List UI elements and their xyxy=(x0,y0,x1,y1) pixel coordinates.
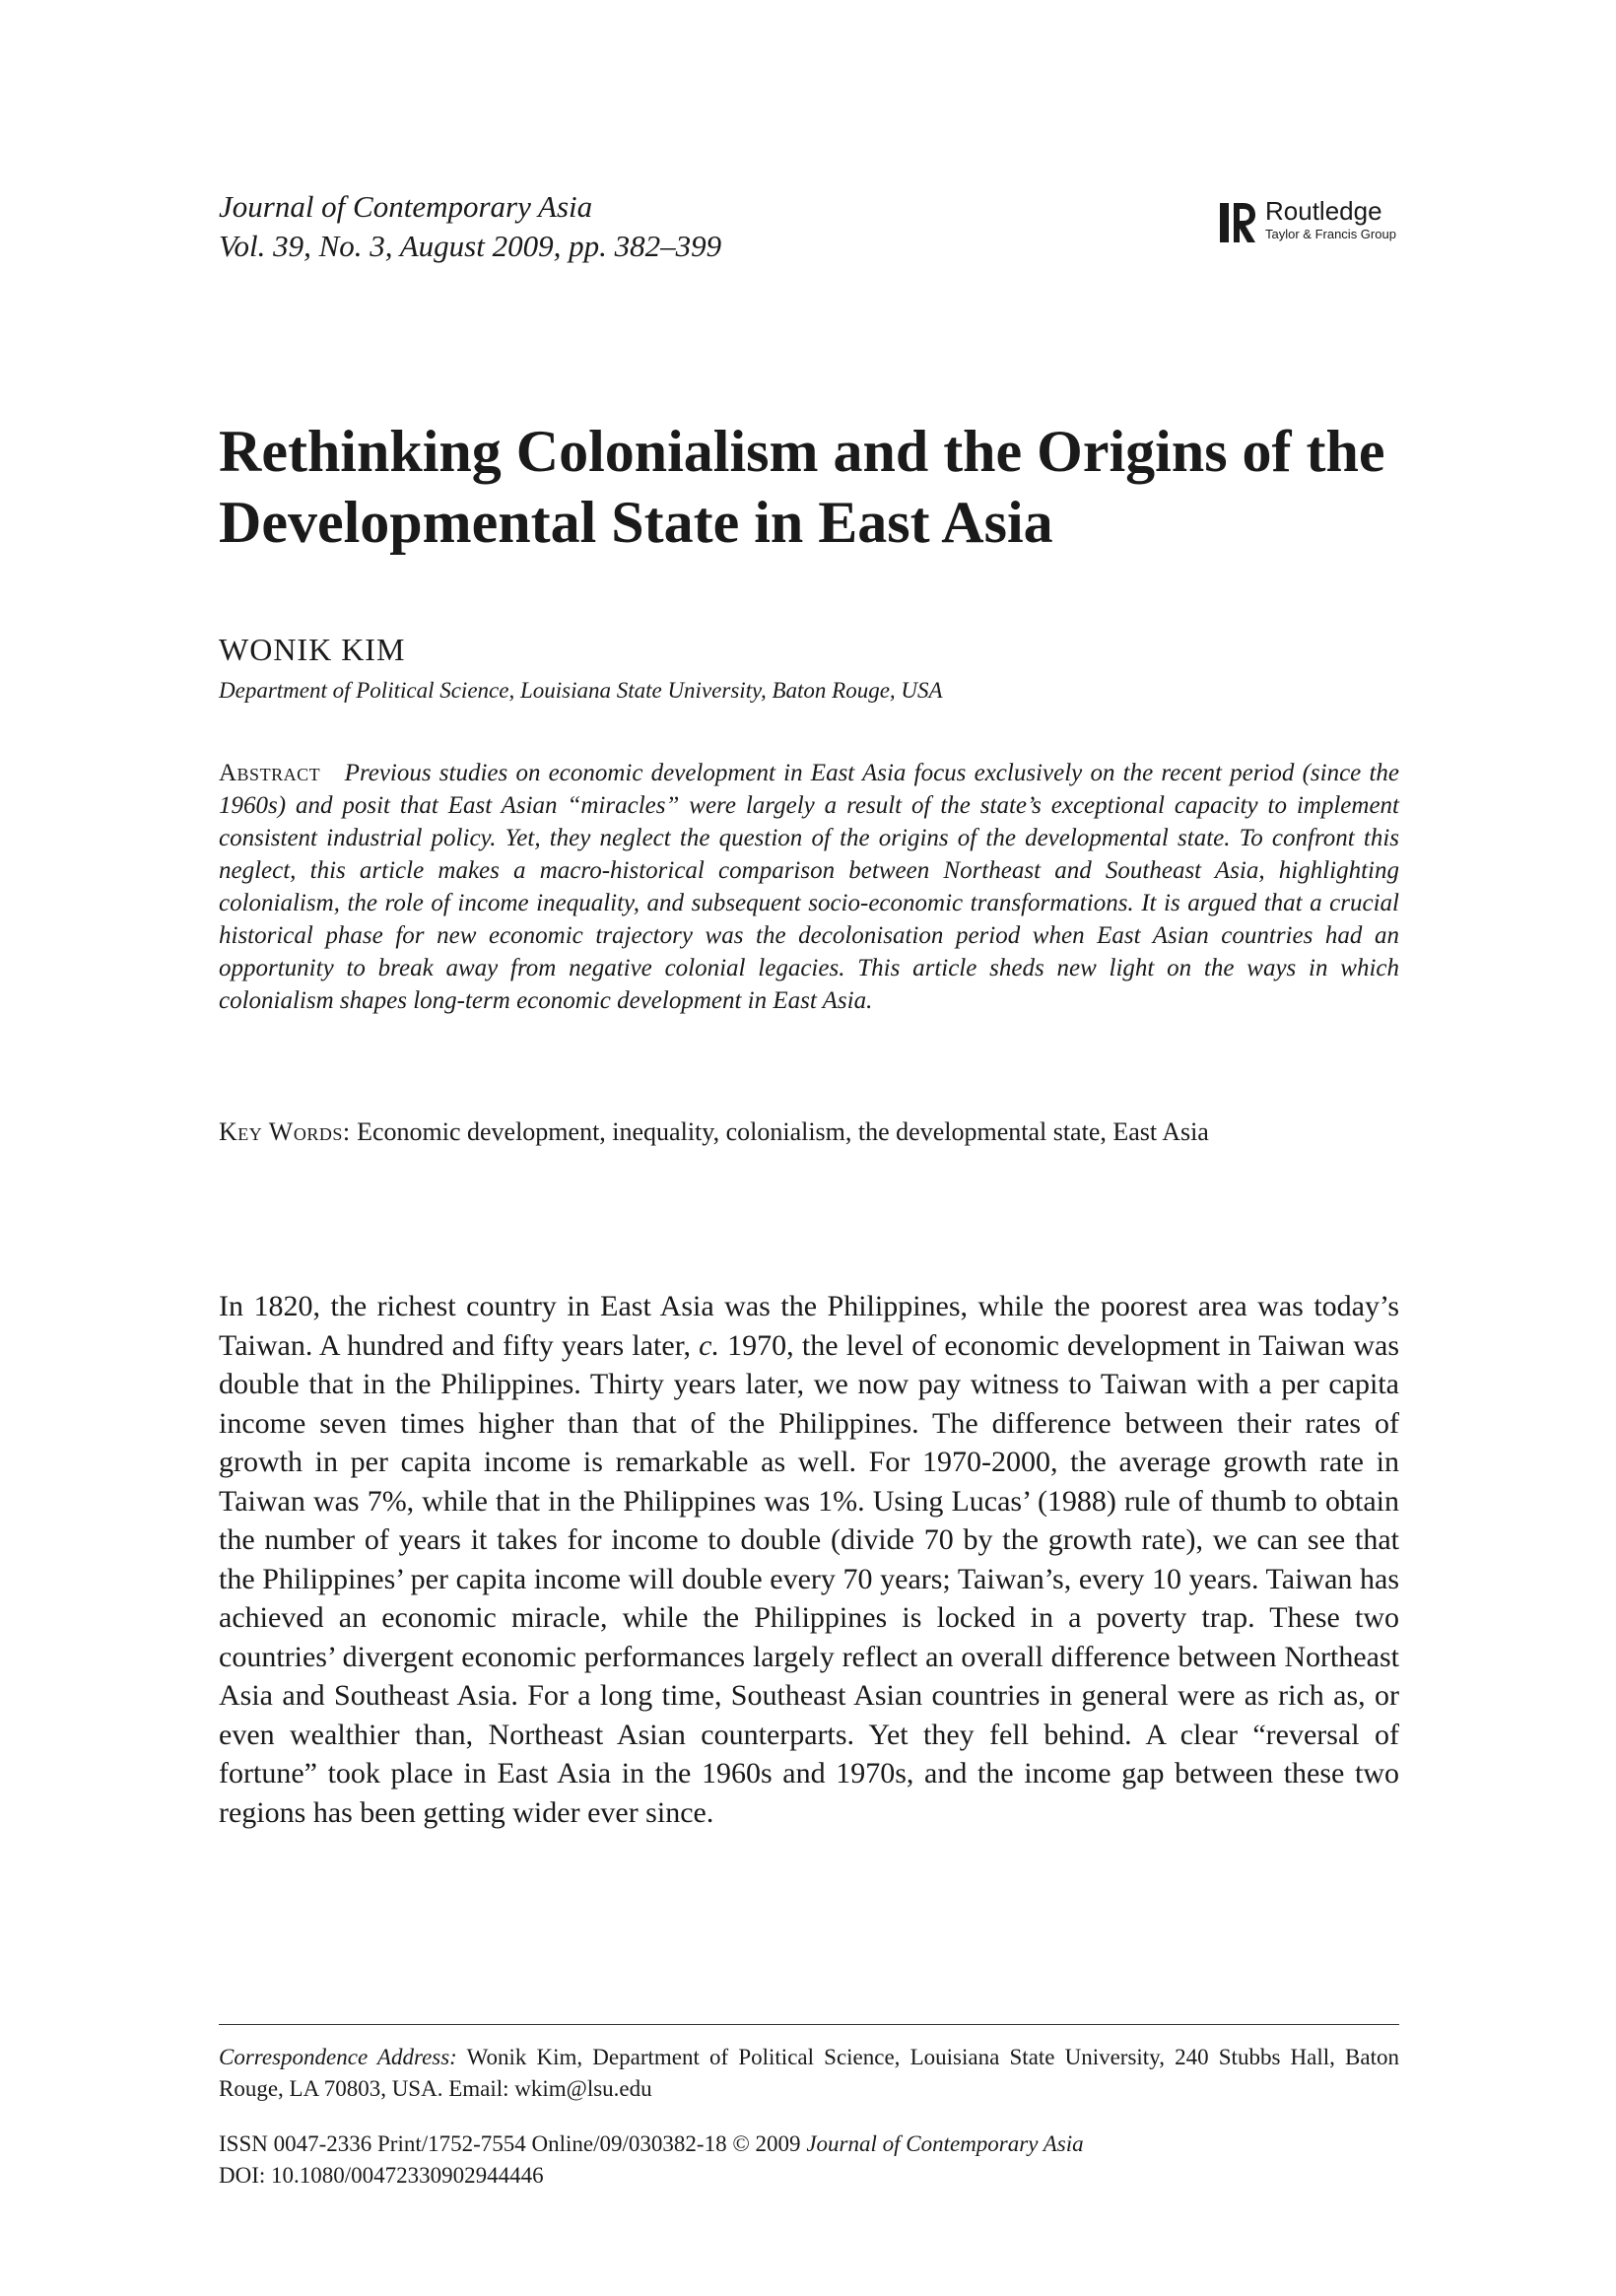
issn-block xyxy=(219,2128,1399,2192)
abstract-text: Previous studies on economic development in East Asia focus exclusively on the recent period (since the 1960s) and posit that East Asian “miracles” were largely a result of the state’s exceptional capacity to implement consistent industrial policy. Yet, they neglect the question of the origins of the developmental state. To confront this neglect, this article makes a macro-historical comparison between Northeast and Southeast Asia, highlighting colonialism, the role of income inequality, and subsequent socio-economic transformations. It is argued that a crucial historical phase for new economic trajectory was the decolonisation period when East Asian countries had an opportunity to break away from negative colonial legacies. This article sheds new light on the ways in which colonialism shapes long-term economic development in East Asia. xyxy=(219,760,1400,1014)
correspondence-label: Correspondence Address: xyxy=(219,2045,457,2069)
journal-header xyxy=(219,187,1106,266)
footnote-divider xyxy=(219,2024,1399,2025)
body-text-part-2: 1970, the level of economic development in Taiwan was double that in the Philippines. Thirty years later, we now pay witness to Taiwan with a per capita income seven times higher than that of the Philippines. The difference between their rates of growth in per capita income is remarkable as well. For 1970-2000, the average growth rate in Taiwan was 7%, while that in the Philippines was 1%. Using Lucas’ (1988) rule of thumb to obtain the number of years it takes for income to double (divide 70 by the growth rate), we can see that the Philippines’ per capita income will double every 70 years; Taiwan’s, every 10 years. Taiwan has achieved an economic miracle, while the Philippines is locked in a poverty trap. These two countries’ divergent economic performances largely reflect an overall difference between Northeast Asia and Southeast Asia. For a long time, Southeast Asian countries in general were as rich as, or even wealthier than, Northeast Asian counterparts. Yet they fell behind. A clear “reversal of fortune” took place in East Asia in the 1960s and 1970s, and the income gap between these two regions has been getting wider ever since. xyxy=(219,1328,1399,1829)
publisher-name: Routledge xyxy=(1265,196,1382,226)
abstract xyxy=(219,757,1399,1017)
journal-citation: Vol. 39, No. 3, August 2009, pp. 382–399 xyxy=(219,229,722,263)
keywords-text: Economic development, inequality, colonialism, the developmental state, East Asia xyxy=(357,1117,1209,1146)
publisher-group: Taylor & Francis Group xyxy=(1265,227,1396,241)
routledge-logo-icon xyxy=(1218,197,1257,248)
abstract-label: Abstract xyxy=(219,760,321,786)
body-paragraph xyxy=(219,1287,1399,1832)
doi-line: DOI: 10.1080/00472330902944446 xyxy=(219,2163,544,2188)
correspondence-footnote xyxy=(219,2042,1399,2105)
issn-line xyxy=(219,2128,1399,2160)
publisher-logo xyxy=(1218,193,1464,252)
keywords xyxy=(219,1115,1399,1148)
body-text-part-1: In 1820, the richest country in East Asia was the Philippines, while the poorest area was today’s Taiwan. A hundred and fifty years later, xyxy=(219,1290,1399,1362)
correspondence-text: Wonik Kim, Department of Political Science, Louisiana State University, 240 Stubbs Hall, Baton Rouge, LA 70803, USA. Email: wkim@lsu.edu xyxy=(219,2045,1399,2101)
author-name: WONIK KIM xyxy=(219,632,406,667)
author-affiliation: Department of Political Science, Louisiana State University, Baton Rouge, USA xyxy=(219,678,943,703)
body-circa: c. xyxy=(699,1328,719,1362)
issn-text: ISSN 0047-2336 Print/1752-7554 Online/09/030382-18 © 2009 xyxy=(219,2131,807,2156)
issn-journal: Journal of Contemporary Asia xyxy=(806,2131,1084,2156)
article-title: Rethinking Colonialism and the Origins of the Developmental State in East Asia xyxy=(219,419,1385,555)
journal-name: Journal of Contemporary Asia xyxy=(219,189,593,224)
keywords-label: Key Words: xyxy=(219,1117,351,1146)
